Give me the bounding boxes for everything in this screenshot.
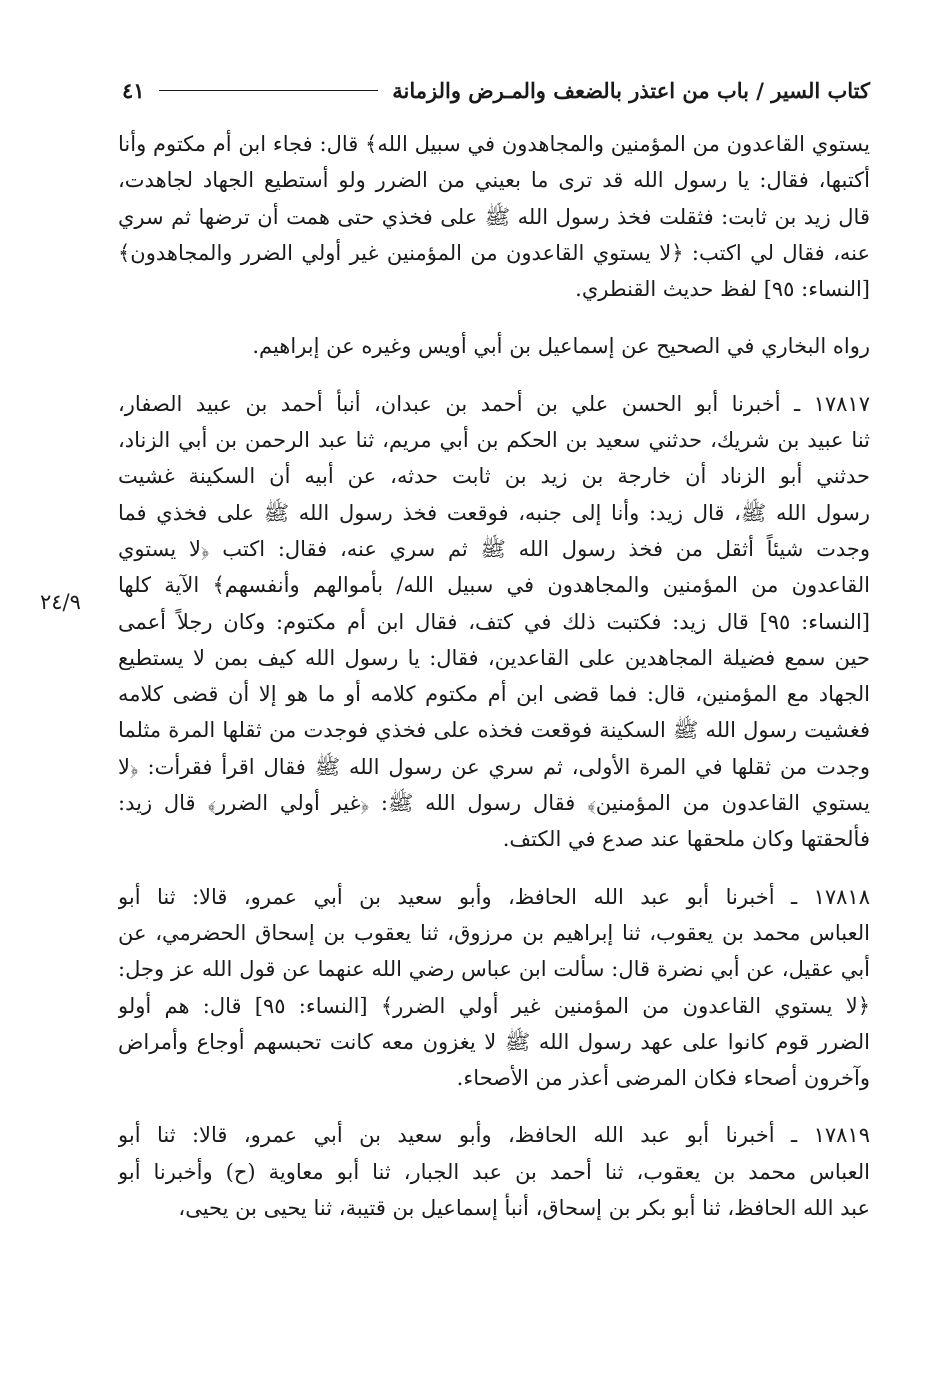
text-line: عبد الله الحافظ، ثنا أبو بكر بن إسحاق، أنبأ إسماعيل بن قتيبة، ثنا يحيى بن يحيى،	[178, 1196, 870, 1221]
running-header	[122, 70, 870, 110]
text-line: العباس محمد بن يعقوب، ثنا أحمد بن عبد الجبار، ثنا أبو معاوية (ح) وأخبرنا أبو	[118, 1159, 870, 1184]
text-line: أكتبها، فقال: يا رسول الله قد ترى ما بعيني من الضرر ولو أستطيع الجهاد لجاهدت،	[118, 168, 870, 193]
text-line: ثنا عبيد بن شريك، حدثني سعيد بن الحكم بن أبي مريم، ثنا عبد الرحمن بن أبي الزناد،	[118, 428, 870, 453]
text-line: وجدت من ثقلها في المرة الأولى، ثم سري عن رسول الله ﷺ فقال اقرأ فقرأت: ﴿لا	[118, 754, 870, 779]
text-line: القاعدون من المؤمنين والمجاهدون في سبيل الله/ بأموالهم وأنفسهم﴾ الآية كلها	[118, 573, 870, 598]
text-line: رواه البخاري في الصحيح عن إسماعيل بن أبي أويس وغيره عن إبراهيم.	[252, 334, 870, 359]
text-line: ١٧٨١٨ ـ أخبرنا أبو عبد الله الحافظ، وأبو سعيد بن أبي عمرو، قالا: ثنا أبو	[118, 884, 870, 909]
text-line: وجدت شيئاً أثقل من فخذ رسول الله ﷺ ثم سري عنه، فقال: اكتب ﴿لا يستوي	[118, 536, 870, 561]
text-line: العباس محمد بن يعقوب، ثنا إبراهيم بن مرزوق، ثنا يعقوب بن إسحاق الحضرمي، عن	[118, 920, 870, 945]
text-line: فغشيت رسول الله ﷺ السكينة فوقعت فخذه على فخذي فوجدت من ثقلها المرة مثلما	[118, 718, 870, 743]
header-title: كتاب السير / باب من اعتذر بالضعف والمـرض والزمانة	[392, 77, 870, 103]
text-line: ﴿لا يستوي القاعدون من المؤمنين غير أولي الضرر﴾ [النساء: ٩٥] قال: هم أولو	[118, 993, 870, 1018]
text-line: [النساء: ٩٥] لفظ حديث القنطري.	[575, 277, 870, 302]
text-line: رسول الله ﷺ، قال زيد: وأنا إلى جنبه، فوقعت فخذ رسول الله ﷺ على فخذي فما	[118, 500, 870, 525]
paragraph	[118, 328, 870, 364]
text-line: الجهاد مع المؤمنين، قال: فما قضى ابن أم مكتوم كلامه أو ما هو إلا أن قضى كلامه	[118, 682, 870, 707]
text-line: حدثني أبو الزناد أن خارجة بن زيد بن ثابت حدثه، عن أبيه أن السكينة غشيت	[118, 464, 870, 489]
text-line: ١٧٨١٩ ـ أخبرنا أبو عبد الله الحافظ، وأبو سعيد بن أبي عمرو، قالا: ثنا أبو	[118, 1123, 870, 1148]
text-line: وآخرون أصحاء فكان المرضى أعذر من الأصحاء.	[456, 1066, 870, 1091]
header-rule	[159, 90, 379, 91]
text-line: فألحقتها وكان ملحقها عند صدع في الكتف.	[502, 827, 870, 852]
paragraph	[118, 386, 870, 858]
paragraph	[118, 879, 870, 1097]
page-body	[118, 126, 870, 1247]
text-line: حين سمع فضيلة المجاهدين على القاعدين، فقال: يا رسول الله كيف بمن لا يستطيع	[118, 645, 870, 670]
paragraph	[118, 126, 870, 307]
text-line: قال زيد بن ثابت: فثقلت فخذ رسول الله ﷺ على فخذي حتى همت أن ترضها ثم سري	[118, 204, 870, 229]
text-line: أبي عقيل، عن أبي نضرة قال: سألت ابن عباس رضي الله عنهما عن قول الله عز وجل:	[118, 957, 870, 982]
margin-reference: ٢٤/٩	[40, 590, 81, 614]
text-line: ١٧٨١٧ ـ أخبرنا أبو الحسن علي بن أحمد بن عبدان، أنبأ أحمد بن عبيد الصفار،	[118, 391, 870, 416]
text-line: يستوي القاعدون من المؤمنين والمجاهدون في سبيل الله﴾ قال: فجاء ابن أم مكتوم وأنا	[118, 132, 870, 156]
text-line: الضرر قوم كانوا على عهد رسول الله ﷺ لا يغزون معه كانت تحبسهم أوجاع وأمراض	[118, 1029, 870, 1054]
paragraph	[118, 1117, 870, 1226]
page-number: ٤١	[122, 77, 145, 103]
text-line: [النساء: ٩٥] قال زيد: فكتبت ذلك في كتف، فقال ابن أم مكتوم: وكان رجلاً أعمى	[118, 609, 870, 634]
text-line: عنه، فقال لي اكتب: ﴿لا يستوي القاعدون من المؤمنين غير أولي الضرر والمجاهدون﴾	[118, 240, 870, 265]
text-line: يستوي القاعدون من المؤمنين﴾ فقال رسول الله ﷺ: ﴿غير أولي الضرر﴾ قال زيد:	[118, 791, 870, 816]
